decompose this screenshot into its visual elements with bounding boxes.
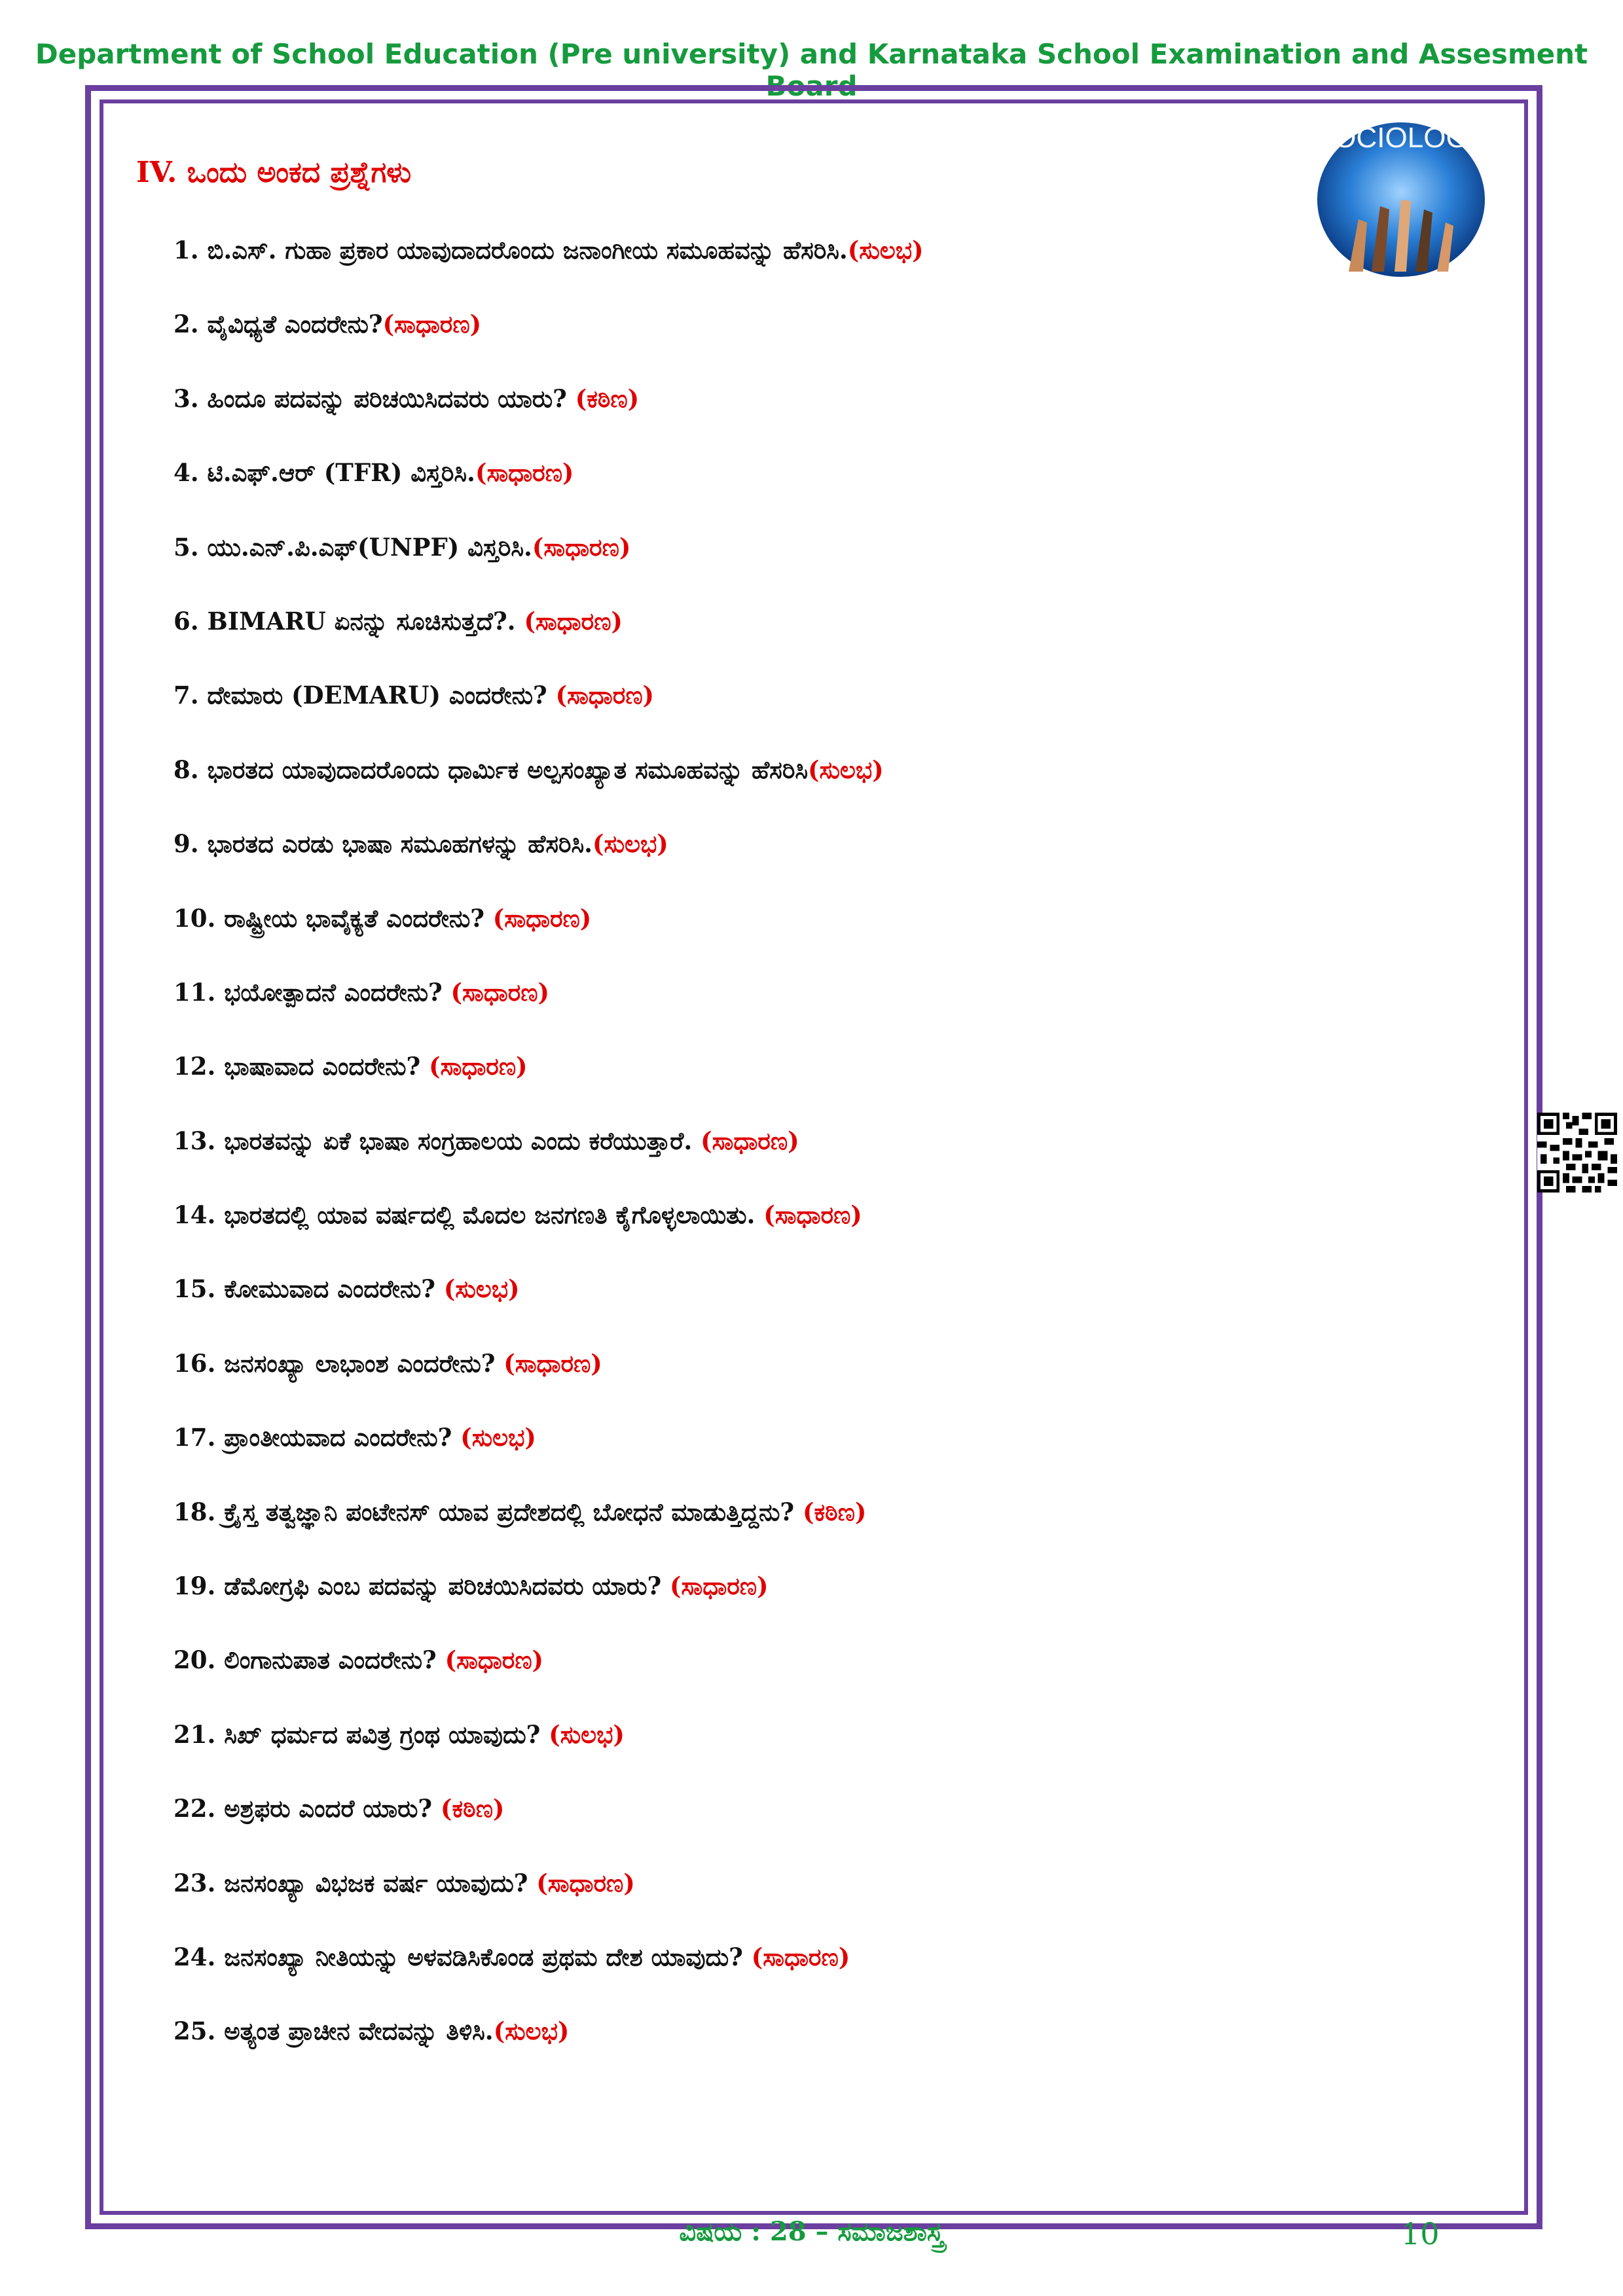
question-item xyxy=(173,1492,923,1566)
difficulty-label: (ಸುಲಭ) xyxy=(549,1719,625,1749)
question-item xyxy=(173,675,923,749)
question-text: ಭಯೋತ್ಪಾದನೆ ಎಂದರೇನು? xyxy=(224,977,451,1007)
question-number: 23. xyxy=(173,1868,216,1897)
question-number: 20. xyxy=(173,1645,216,1675)
sociology-logo xyxy=(1303,108,1499,285)
question-item xyxy=(173,1195,923,1269)
difficulty-label: (ಸುಲಭ) xyxy=(847,236,924,264)
question-item xyxy=(173,750,923,824)
question-text: ಅಶ್ರಫರು ಎಂದರೆ ಯಾರು? xyxy=(224,1794,441,1823)
question-item xyxy=(173,528,923,601)
logo-text: SOCIOLOGY xyxy=(1314,122,1488,154)
question-text: ಬಿ.ಎಸ್. ಗುಹಾ ಪ್ರಕಾರ ಯಾವುದಾದರೊಂದು ಜನಾಂಗೀಯ ಸಮೂಹವನ್ನು ಹೆಸರಿಸಿ. xyxy=(207,236,848,264)
question-number: 22. xyxy=(173,1794,216,1823)
question-item xyxy=(173,1863,923,1937)
question-item xyxy=(173,379,923,453)
question-text: ಭಾರತದ ಯಾವುದಾದರೊಂದು ಧಾರ್ಮಿಕ ಅಲ್ಪಸಂಖ್ಯಾತ ಸಮೂಹವನ್ನು ಹೆಸರಿಸಿ xyxy=(207,755,809,784)
question-number: 25. xyxy=(173,2017,216,2046)
board-header: Department of School Education (Pre university) and Karnataka School Examination and Assesment Board xyxy=(35,38,1588,102)
question-item xyxy=(173,824,923,898)
question-item xyxy=(173,899,923,973)
question-number: 6. xyxy=(173,606,199,636)
question-text: ಭಾರತವನ್ನು ಏಕೆ ಭಾಷಾ ಸಂಗ್ರಹಾಲಯ ಎಂದು ಕರೆಯುತ್ತಾರೆ. xyxy=(224,1126,701,1155)
footer-subject: ವಿಷಯ : 28 – ಸಮಾಜಶಾಸ್ತ್ರ xyxy=(679,2216,944,2247)
question-text: ರಾಷ್ಟ್ರೀಯ ಭಾವೈಕ್ಯತೆ ಎಂದರೇನು? xyxy=(224,903,493,933)
difficulty-label: (ಕಠಿಣ) xyxy=(441,1794,505,1823)
question-text: ಅತ್ಯಂತ ಪ್ರಾಚೀನ ವೇದವನ್ನು ತಿಳಿಸಿ. xyxy=(224,2017,494,2046)
question-item xyxy=(173,1344,923,1418)
question-text: ಜನಸಂಖ್ಯಾ ಲಾಭಾಂಶ ಎಂದರೇನು? xyxy=(224,1348,504,1378)
question-item xyxy=(173,601,923,675)
question-text: ಭಾರತದ ಎರಡು ಭಾಷಾ ಸಮೂಹಗಳನ್ನು ಹೆಸರಿಸಿ. xyxy=(207,829,593,859)
difficulty-label: (ಸುಲಭ) xyxy=(460,1423,536,1452)
section-title: IV. ಒಂದು ಅಂಕದ ಪ್ರಶ್ನೆಗಳು xyxy=(136,156,412,189)
question-number: 2. xyxy=(173,310,199,339)
question-text: ಪ್ರಾಂತೀಯವಾದ ಎಂದರೇನು? xyxy=(224,1423,461,1452)
question-text: ಭಾಷಾವಾದ ಎಂದರೇನು? xyxy=(224,1052,429,1081)
question-number: 13. xyxy=(173,1126,216,1155)
question-item xyxy=(173,1566,923,1640)
question-text: ವೈವಿಧ್ಯತೆ ಎಂದರೇನು? xyxy=(207,310,383,339)
difficulty-label: (ಸಾಧಾರಣ) xyxy=(532,532,631,562)
question-number: 9. xyxy=(173,829,199,859)
question-text: ಟಿ.ಎಫ್.ಆರ್ (TFR) ವಿಸ್ತರಿಸಿ. xyxy=(207,458,475,488)
question-number: 14. xyxy=(173,1200,216,1230)
difficulty-label: (ಸಾಧಾರಣ) xyxy=(763,1200,862,1230)
question-number: 3. xyxy=(173,384,199,413)
question-text: ಕೋಮುವಾದ ಎಂದರೇನು? xyxy=(224,1274,444,1304)
question-item xyxy=(173,1640,923,1714)
difficulty-label: (ಸಾಧಾರಣ) xyxy=(475,458,574,488)
question-list xyxy=(173,230,923,2086)
question-item xyxy=(173,453,923,527)
question-number: 8. xyxy=(173,755,199,784)
difficulty-label: (ಸಾಧಾರಣ) xyxy=(382,310,482,339)
difficulty-label: (ಕಠಿಣ) xyxy=(575,384,640,413)
page-number: 10 xyxy=(1401,2216,1440,2251)
question-item xyxy=(173,1418,923,1492)
question-number: 7. xyxy=(173,681,199,710)
difficulty-label: (ಸಾಧಾರಣ) xyxy=(670,1571,769,1601)
question-text: ಕ್ರೈಸ್ತ ತತ್ವಜ್ಞಾನಿ ಪಂಟೇನಸ್ ಯಾವ ಪ್ರದೇಶದಲ್ಲಿ ಬೋಧನೆ ಮಾಡುತ್ತಿದ್ದನು? xyxy=(224,1497,803,1526)
qr-code-icon xyxy=(1537,1113,1617,1193)
question-number: 21. xyxy=(173,1719,216,1749)
question-number: 16. xyxy=(173,1348,216,1378)
question-text: ದೇಮಾರು (DEMARU) ಎಂದರೇನು? xyxy=(207,681,556,710)
question-item xyxy=(173,1269,923,1343)
difficulty-label: (ಸಾಧಾರಣ) xyxy=(429,1052,528,1081)
question-item xyxy=(173,1121,923,1195)
question-item xyxy=(173,1789,923,1863)
difficulty-label: (ಸಾಧಾರಣ) xyxy=(555,681,655,710)
question-number: 18. xyxy=(173,1497,216,1526)
question-item xyxy=(173,1715,923,1789)
difficulty-label: (ಸಾಧಾರಣ) xyxy=(450,977,550,1007)
difficulty-label: (ಸಾಧಾರಣ) xyxy=(445,1645,544,1675)
question-number: 5. xyxy=(173,532,199,562)
difficulty-label: (ಸಾಧಾರಣ) xyxy=(751,1942,850,1971)
question-text: ಲಿಂಗಾನುಪಾತ ಎಂದರೇನು? xyxy=(224,1645,445,1675)
difficulty-label: (ಸುಲಭ) xyxy=(493,2017,570,2046)
question-number: 17. xyxy=(173,1423,216,1452)
question-number: 15. xyxy=(173,1274,216,1304)
difficulty-label: (ಸಾಧಾರಣ) xyxy=(524,606,623,636)
question-item xyxy=(173,1937,923,2011)
question-number: 10. xyxy=(173,903,216,933)
difficulty-label: (ಸಾಧಾರಣ) xyxy=(492,903,592,933)
question-number: 4. xyxy=(173,458,199,488)
difficulty-label: (ಸುಲಭ) xyxy=(808,755,884,784)
question-item xyxy=(173,1047,923,1121)
question-number: 1. xyxy=(173,236,199,264)
question-text: ಜನಸಂಖ್ಯಾ ವಿಭಜಕ ವರ್ಷ ಯಾವುದು? xyxy=(224,1868,537,1897)
question-item xyxy=(173,973,923,1047)
question-text: ಡೆಮೋಗ್ರಫಿ ಎಂಬ ಪದವನ್ನು ಪರಿಚಯಿಸಿದವರು ಯಾರು? xyxy=(224,1571,670,1601)
question-number: 19. xyxy=(173,1571,216,1601)
question-number: 11. xyxy=(173,977,216,1007)
question-text: ಭಾರತದಲ್ಲಿ ಯಾವ ವರ್ಷದಲ್ಲಿ ಮೊದಲ ಜನಗಣತಿ ಕೈಗೊಳ್ಳಲಾಯಿತು. xyxy=(224,1200,764,1230)
question-text: ಜನಸಂಖ್ಯಾ ನೀತಿಯನ್ನು ಅಳವಡಿಸಿಕೊಂಡ ಪ್ರಥಮ ದೇಶ ಯಾವುದು? xyxy=(224,1942,752,1971)
question-text: ಹಿಂದೂ ಪದವನ್ನು ಪರಿಚಯಿಸಿದವರು ಯಾರು? xyxy=(207,384,575,413)
question-text: ಯು.ಎನ್.ಪಿ.ಎಫ್(UNPF) ವಿಸ್ತರಿಸಿ. xyxy=(207,532,532,562)
question-text: BIMARU ಏನನ್ನು ಸೂಚಿಸುತ್ತದೆ?. xyxy=(207,606,524,636)
difficulty-label: (ಸಾಧಾರಣ) xyxy=(701,1126,799,1155)
difficulty-label: (ಸಾಧಾರಣ) xyxy=(503,1348,602,1378)
difficulty-label: (ಸುಲಭ) xyxy=(443,1274,520,1304)
difficulty-label: (ಸುಲಭ) xyxy=(593,829,668,859)
difficulty-label: (ಕಠಿಣ) xyxy=(802,1497,867,1526)
question-item xyxy=(173,304,923,378)
question-number: 24. xyxy=(173,1942,216,1971)
question-item xyxy=(173,230,923,304)
difficulty-label: (ಸಾಧಾರಣ) xyxy=(536,1868,635,1897)
question-item xyxy=(173,2011,923,2085)
question-text: ಸಿಖ್ ಧರ್ಮದ ಪವಿತ್ರ ಗ್ರಂಥ ಯಾವುದು? xyxy=(224,1719,549,1749)
question-number: 12. xyxy=(173,1052,216,1081)
